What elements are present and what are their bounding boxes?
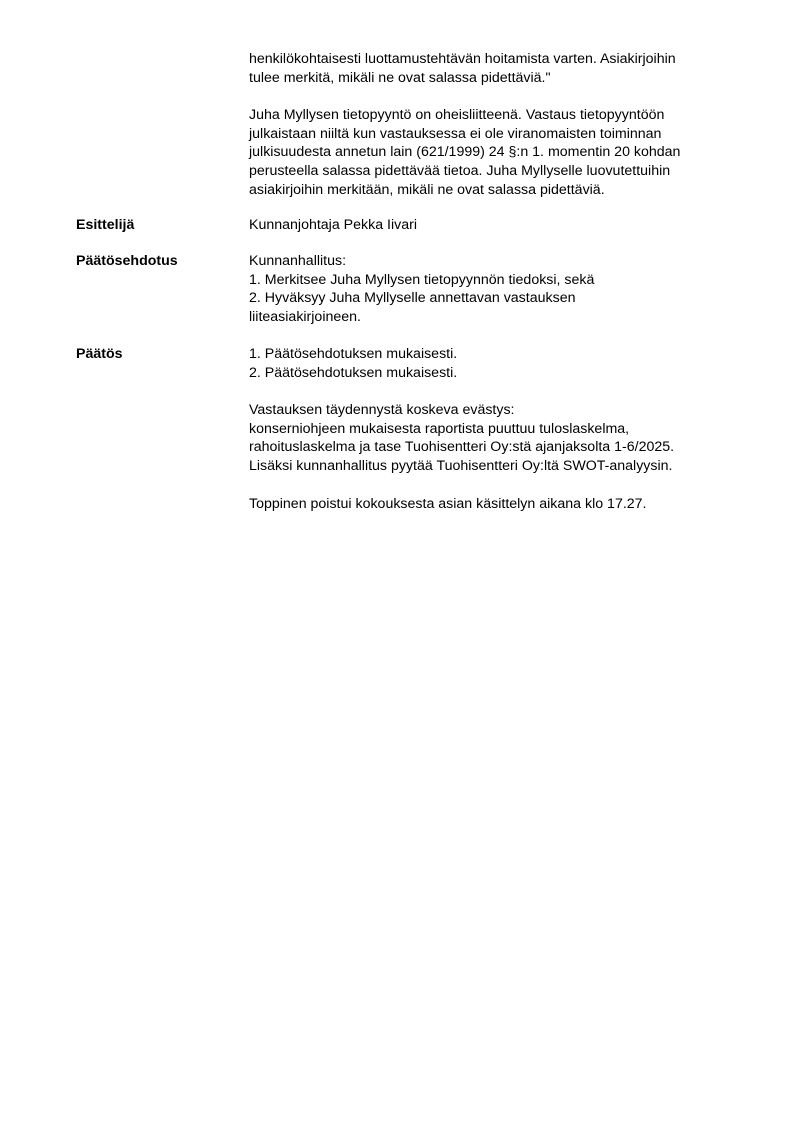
- paatosehdotus-label: Päätösehdotus: [76, 253, 178, 269]
- continuation-paragraph-1: [249, 50, 749, 87]
- paatos-label: Päätös: [76, 346, 123, 362]
- proposal-line: liiteasiakirjoineen.: [249, 309, 361, 326]
- esittelija-label: Esittelijä: [76, 217, 135, 233]
- text-line: perusteella salassa pidettävää tietoa. Juha Myllyselle luovutettuihin: [249, 163, 671, 180]
- text-line: henkilökohtaisesti luottamustehtävän hoitamista varten. Asiakirjoihin: [249, 51, 676, 67]
- text-line: asiakirjoihin merkitään, mikäli ne ovat salassa pidettäviä.: [249, 181, 605, 198]
- continuation-paragraph-2: [249, 106, 749, 199]
- text-line: julkaistaan niiltä kun vastauksessa ei ole viranomaisten toiminnan: [249, 125, 662, 142]
- decision-line: 2. Päätösehdotuksen mukaisesti.: [249, 364, 458, 381]
- proposal-line: 2. Hyväksyy Juha Myllyselle annettavan vastauksen: [249, 290, 576, 307]
- paatosehdotus-content: [249, 252, 749, 327]
- note-line: konserniohjeen mukaisesta raportista puuttuu tuloslaskelma,: [249, 420, 630, 437]
- proposal-line: Kunnanhallitus:: [249, 253, 347, 269]
- departure-note: Toppinen poistui kokouksesta asian käsittelyn aikana klo 17.27.: [249, 495, 647, 512]
- paatos-content: [249, 345, 749, 513]
- esittelija-content: [249, 216, 749, 235]
- note-line: Vastauksen täydennystä koskeva evästys:: [249, 402, 515, 419]
- decision-line: 1. Päätösehdotuksen mukaisesti.: [249, 346, 458, 362]
- note-line: rahoituslaskelma ja tase Tuohisentteri Oy:stä ajanjaksolta 1-6/2025.: [249, 439, 675, 456]
- text-line: julkisuudesta annetun lain (621/1999) 24 §:n 1. momentin 20 kohdan: [249, 144, 681, 161]
- continuation-content: [249, 50, 749, 200]
- proposal-line: 1. Merkitsee Juha Myllysen tietopyynnön tiedoksi, sekä: [249, 271, 595, 288]
- note-line: Lisäksi kunnanhallitus pyytää Tuohisentteri Oy:ltä SWOT-analyysin.: [249, 458, 673, 475]
- esittelija-value: Kunnanjohtaja Pekka Iivari: [249, 217, 417, 233]
- text-line: tulee merkitä, mikäli ne ovat salassa pidettäviä.": [249, 69, 551, 86]
- text-line: Juha Myllysen tietopyyntö on oheisliitteenä. Vastaus tietopyyntöön: [249, 107, 665, 124]
